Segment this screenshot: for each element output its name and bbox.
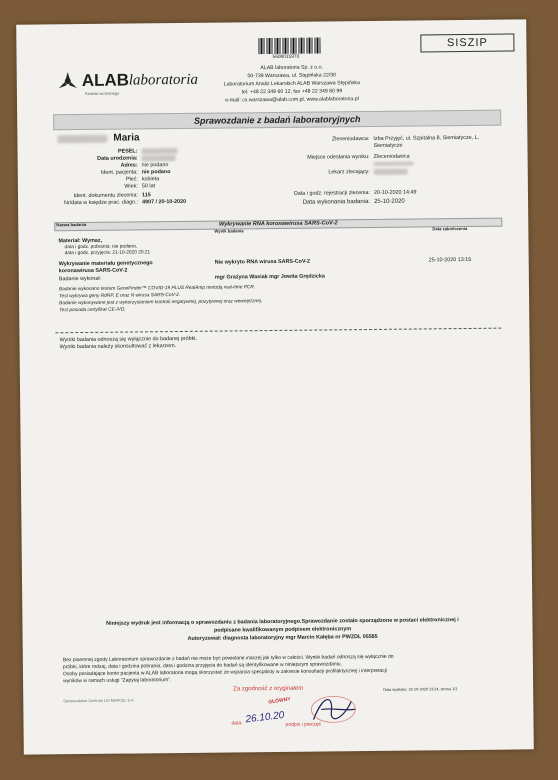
result-destination-label: Miejsce odesłania wyniku:	[307, 153, 370, 161]
test-name-line2: koronawirusa SARS-CoV-2	[58, 267, 128, 275]
test-name-line1: Wykrywanie materiału genetycznego	[58, 260, 153, 268]
barcode	[258, 38, 320, 55]
stamp-data-label: data	[231, 720, 242, 727]
stamp-signature-label: podpis i pieczęć	[285, 721, 322, 728]
report-page	[16, 19, 534, 754]
redacted-doctor	[374, 169, 408, 175]
material-type: Materiał: Wymaz,	[58, 237, 103, 245]
system-info: Sprawozdanie Centrum LIS MARCEL S.A.	[63, 698, 135, 704]
test-note-3: Badanie wykonywane jest z wykorzystaniem kontroli negatywnej, pozytywnej oraz wewnętrznej.	[59, 299, 263, 307]
patient-id-label: Ident. pacjenta:	[100, 169, 138, 176]
birthdate-label: Data urodzenia:	[97, 155, 138, 162]
legal-line4: wyników w ramach usługi "Zapytaj laboratorium".	[63, 677, 172, 685]
auth-line1: Niniejszy wydruk jest informacją o sprawozdaniu z badania laboratoryjnego.Sprawozdanie zostało sporządzone w postaci elektronicznej i	[106, 617, 459, 627]
logo-alab: ALAB	[81, 70, 130, 91]
auth-line3: Autoryzował: diagnosta laboratoryjny mgr Marcin Kałęba nr PWZDL 05585	[187, 633, 378, 642]
auth-line2: podpisane kwalifikowanym podpisem elektronicznym	[213, 626, 352, 634]
journal-label: Nr/data w księdze prac. diagn.:	[64, 199, 139, 207]
stamp-handwritten-date: 26.10.20	[244, 709, 285, 726]
company-address: 00-739 Warszawa, ul. Stępińska 22/30	[247, 72, 337, 80]
age-value: 50 lat	[141, 183, 156, 190]
section-title: Wykrywanie RNA koronawirusa SARS-CoV-2	[218, 220, 338, 228]
company-lab: Laboratorium Analiz Lekarskich ALAB Warszawa Stępińska	[223, 80, 360, 88]
logo-slogan: Szansa wczesnego	[84, 90, 120, 96]
redacted-lab-code	[374, 162, 414, 166]
print-date: Data wydruku: 25-10-2020 13:24, strona 1/1	[383, 687, 458, 692]
legal-line1: Bez pisemnej zgody Laboratorium sprawozdanie z badań nie może być powielane inaczej jak tylko w całości. Wyniki badań odnoszą się wyłącznie do	[62, 653, 394, 664]
handwritten-signature	[303, 689, 363, 730]
logo-laboratoria: laboratoria	[128, 71, 199, 89]
redacted-pesel	[141, 148, 177, 154]
address-label: Adres:	[120, 162, 138, 169]
results-divider	[55, 328, 501, 334]
execution-date-value: 25-10-2020	[374, 198, 405, 205]
address-value: nie podano	[141, 162, 169, 169]
ordering-party-label: Zleceniodawca:	[331, 135, 370, 143]
pesel-label: PESEL:	[118, 148, 138, 155]
registration-date-value: 20-10-2020 14:49	[373, 189, 417, 196]
performed-by-label: Badanie wykonał:	[58, 275, 102, 283]
ordering-party-value: Izba Przyjęć, ul. Szpitalna 8, Siemiatycze, L. Siemiatycze	[373, 134, 480, 149]
sex-label: Płeć:	[125, 176, 138, 183]
remark-line2: Wyniki badania należy skonsultować z lekarzem.	[59, 343, 177, 351]
material-collection: data i godz. pobrania: nie podano,	[64, 244, 138, 251]
legal-line3: Osoby posiadające konto pacjenta w ALAB laboratoria mogą skorzystać ze wsparcia specjalisty w zakresie konsultacji profilaktycznej i interpretacji	[62, 667, 388, 678]
legal-line2: próbki, które rodzaj, data i godzina pobrania, data i godzina przyjęcia do badań są identyfikowane w niniejszym sprawozdaniu.	[62, 661, 343, 671]
ordering-doctor-label: Lekarz zlecający:	[328, 168, 370, 176]
performed-by-value: mgr Grażyna Wasiak mgr Jowita Grędzicka	[214, 273, 325, 281]
stamp-line2: GŁÓWNY	[267, 696, 292, 706]
test-note-4: Test posiada certyfikat CE-IVD.	[59, 307, 126, 314]
test-result-value: Nie wykryto RNA wirusa SARS-CoV-2	[214, 258, 311, 266]
barcode-number: 5608015970	[272, 54, 300, 61]
redacted-surname	[57, 135, 107, 144]
col-end-date: Data zakończenia	[432, 225, 468, 232]
test-end-date: 25-10-2020 13:15	[428, 256, 472, 264]
report-title-bar	[53, 110, 501, 131]
sex-value: kobieta	[141, 176, 160, 183]
report-title: Sprawozdanie z badań laboratoryjnych	[193, 114, 361, 126]
redacted-birthdate	[142, 155, 176, 161]
order-doc-id-value: 115	[141, 192, 151, 199]
patient-name: Maria	[113, 132, 140, 144]
material-receipt: data i godz. przyjęcia: 21-10-2020 20:21	[64, 250, 151, 257]
journal-value: 4907 / 20-10-2020	[142, 198, 187, 206]
test-note-2: Test wykrywa geny RdRP, E oraz N wirusa SARS-CoV-2.	[59, 292, 181, 300]
patient-id-value: nie podano	[141, 169, 171, 176]
company-email: e-mail: cs.warszawa@alab.com.pl, www.alablaboratoria.pl	[225, 96, 359, 104]
execution-date-label: Data wykonania badania:	[302, 198, 371, 206]
result-destination-value: Zleceniodawca	[373, 153, 410, 160]
test-note-1: Badanie wykonano testem GeneFinder™ COVID-19 PLUS RealAmp metodą real-time PCR.	[58, 285, 256, 293]
alab-logo-icon	[57, 70, 79, 92]
registration-date-label: Data i godz. rejestracji zlecenia:	[293, 189, 371, 197]
col-test-name: Nazwa badania	[56, 221, 87, 228]
company-name: ALAB laboratoria Sp. z o.o.	[260, 64, 323, 72]
age-label: Wiek:	[124, 183, 138, 190]
remark-line1: Wyniki badania odnoszą się wyłącznie do badanej próbki.	[59, 335, 198, 344]
siszip-label: SISZIP	[420, 33, 514, 52]
stamp-line1: Za zgodność z oryginałem	[233, 685, 304, 693]
order-doc-id-label: Ident. dokumentu zlecenia:	[73, 192, 139, 200]
company-phone: tel. +48 22 349 60 12, fax +48 22 349 60 99	[241, 88, 343, 96]
col-result: Wynik badania	[214, 228, 244, 234]
